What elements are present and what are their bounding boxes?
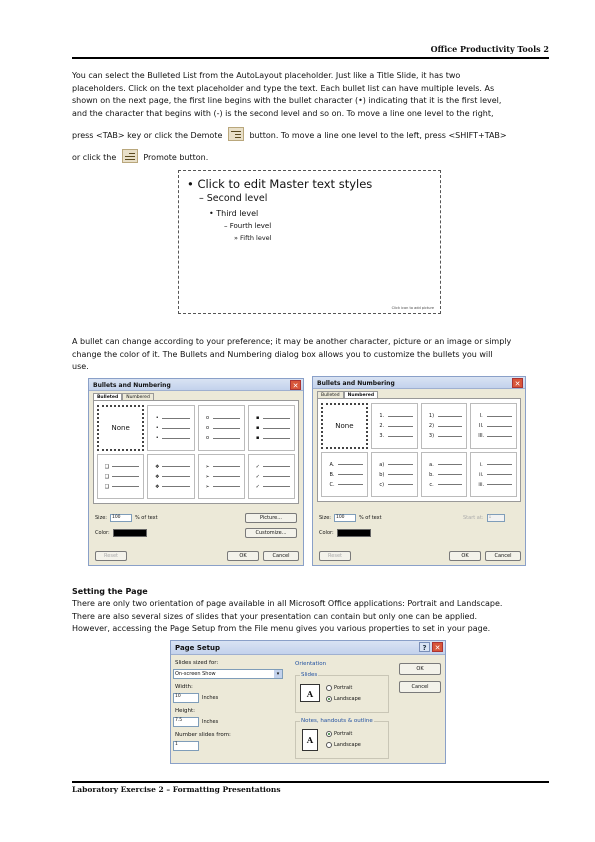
bullets-dialog (88, 378, 304, 566)
preview-line (213, 438, 240, 439)
size-unit: % of text (358, 515, 382, 521)
number-preview-line (376, 461, 413, 469)
master-level-1: • Click to edit Master text styles (187, 177, 373, 191)
preview-line (162, 418, 189, 419)
number-marker: III. (478, 433, 485, 439)
landscape-page-icon: A (300, 684, 320, 702)
bullet-preview-line (253, 473, 290, 481)
color-picker[interactable] (113, 529, 147, 537)
preview-line (388, 416, 413, 417)
dialog-title-bar (89, 379, 303, 391)
master-level-4: – Fourth level (224, 222, 272, 230)
preview-line (388, 436, 413, 437)
text-line (72, 149, 547, 165)
size-control (319, 514, 382, 522)
preview-line (112, 476, 139, 477)
text-line (72, 127, 547, 143)
numbering-style-option[interactable] (371, 403, 418, 449)
bullet-marker: o (205, 415, 210, 421)
numbering-style-option[interactable] (470, 403, 517, 449)
preview-line (438, 426, 463, 427)
dialog-title-bar (171, 641, 445, 655)
preview-line (438, 484, 463, 485)
text-fragment: Promote button. (143, 152, 209, 162)
width-input[interactable]: 10 (173, 693, 199, 703)
number-slides-from-input[interactable]: 1 (173, 741, 199, 751)
bullet-style-panel (93, 400, 299, 504)
numbering-style-option[interactable] (470, 452, 517, 498)
width-control (173, 693, 218, 703)
paragraph-setting-page (72, 598, 547, 636)
numbering-style-option[interactable] (421, 452, 468, 498)
text-line: However, accessing the Page Setup from the File menu gives you various properties to set in your page. (72, 624, 491, 634)
preview-line (112, 486, 139, 487)
bullet-preview-line (203, 463, 240, 471)
bullet-style-option[interactable] (198, 454, 245, 500)
number-preview-line (426, 432, 463, 440)
text-fragment: button. To move a line one level to the left, press <SHIFT+TAB> (249, 131, 507, 141)
running-footer: Laboratory Exercise 2 – Formatting Presentations (72, 785, 281, 794)
bullet-style-option[interactable] (147, 454, 194, 500)
bullet-marker: • (155, 435, 159, 441)
bullet-marker: ➢ (205, 473, 210, 480)
bullet-preview-line (152, 483, 189, 491)
reset-button[interactable]: Reset (95, 551, 127, 561)
preview-line (388, 474, 413, 475)
tab-numbered[interactable]: Numbered (122, 393, 154, 401)
text-line: and the character that begins with (-) is the second level and so on. To move a line one level to the right, (72, 108, 494, 118)
reset-button[interactable]: Reset (319, 551, 351, 561)
bullet-marker: ❖ (155, 463, 160, 470)
number-preview-line (376, 481, 413, 489)
number-marker: 2) (428, 423, 435, 429)
number-preview-line (376, 432, 413, 440)
preview-line (213, 466, 240, 467)
text-line: You can select the Bulleted List from the AutoLayout placeholder. Just like a Title Slide, it has two (72, 71, 461, 80)
bullet-marker: ✓ (255, 483, 260, 490)
number-preview-line (426, 461, 463, 469)
bullet-preview-line (253, 463, 290, 471)
number-preview-line (426, 471, 463, 479)
preview-line (388, 464, 413, 465)
bullet-preview-line (203, 473, 240, 481)
preview-line (263, 476, 290, 477)
color-picker[interactable] (337, 529, 371, 537)
size-input[interactable]: 100 (334, 514, 356, 522)
text-line: use. (72, 362, 89, 372)
ok-button[interactable]: OK (449, 551, 481, 561)
help-icon[interactable]: ? (419, 642, 430, 652)
number-marker: 3. (379, 433, 385, 439)
numbering-style-option[interactable] (321, 452, 368, 498)
ok-button[interactable]: OK (399, 663, 441, 675)
paragraph-bullet-change (72, 336, 547, 374)
number-preview-line (376, 471, 413, 479)
landscape-radio[interactable] (326, 742, 361, 748)
preview-line (338, 484, 363, 485)
preview-line (388, 426, 413, 427)
preview-line (263, 438, 290, 439)
promote-icon (122, 149, 138, 163)
size-input[interactable]: 100 (110, 514, 132, 522)
group-title: Notes, handouts & outline (301, 718, 373, 724)
landscape-radio[interactable] (326, 696, 361, 702)
color-label: Color: (95, 530, 110, 536)
bullet-marker: • (155, 425, 159, 431)
color-control (319, 529, 374, 537)
bullet-marker: ▪ (256, 425, 260, 431)
preview-line (263, 486, 290, 487)
tab-numbered[interactable]: Numbered (344, 391, 378, 399)
tab-bulleted[interactable]: Bulleted (93, 393, 122, 401)
bullet-preview-line (152, 463, 189, 471)
bullet-marker: ✓ (255, 463, 260, 470)
number-preview-line (426, 422, 463, 430)
bullet-style-option[interactable] (248, 405, 295, 451)
number-marker: 2. (379, 423, 385, 429)
preview-line (162, 438, 189, 439)
text-fragment: or click the (72, 152, 117, 162)
number-marker: i. (479, 461, 483, 468)
number-preview-line (475, 481, 512, 489)
radio-label: Portrait (334, 685, 353, 691)
bullet-preview-line (152, 424, 189, 432)
master-level-3: • Third level (209, 209, 259, 218)
preview-line (213, 428, 240, 429)
number-marker: II. (478, 423, 484, 429)
bullet-preview-line (203, 483, 240, 491)
text-line: shown on the next page, the first line begins with the bullet character (•) indicating that it is the first level, (72, 96, 502, 106)
bullet-marker: ❑ (104, 463, 110, 470)
number-preview-line (326, 481, 363, 489)
bullet-marker: ❖ (155, 473, 160, 480)
numbering-dialog (312, 376, 526, 566)
size-label: Size: (95, 515, 107, 521)
master-level-5: » Fifth level (234, 234, 272, 242)
number-marker: C. (329, 481, 335, 488)
bullet-marker: o (205, 425, 210, 431)
ok-button[interactable]: OK (227, 551, 259, 561)
start-at-input[interactable]: 1 (487, 514, 505, 522)
page-setup-dialog (170, 640, 446, 764)
bullet-style-option[interactable] (97, 454, 144, 500)
header-rule (72, 57, 549, 59)
portrait-page-icon: A (302, 729, 318, 751)
size-label: Size: (319, 515, 331, 521)
bullet-preview-line (152, 414, 189, 422)
number-marker: 1) (428, 413, 435, 419)
bullet-preview-line (102, 483, 139, 491)
preview-line (487, 416, 512, 417)
preview-line (112, 466, 139, 467)
preview-line (438, 464, 463, 465)
preview-line (213, 476, 240, 477)
preview-line (438, 416, 463, 417)
section-heading: Setting the Page (72, 587, 148, 596)
number-preview-line (376, 412, 413, 420)
number-preview-line (475, 422, 512, 430)
bullet-marker: o (205, 435, 210, 441)
height-input[interactable]: 7.5 (173, 717, 199, 727)
bullet-style-option[interactable] (248, 454, 295, 500)
bullet-marker: ➢ (205, 463, 210, 470)
number-preview-line (426, 481, 463, 489)
cancel-button[interactable]: Cancel (399, 681, 441, 693)
chevron-down-icon[interactable]: ▾ (274, 670, 282, 678)
number-marker: ii. (479, 471, 484, 478)
text-line: A bullet can change according to your preference; it may be another character, picture or an image or simply (72, 337, 512, 346)
radio-label: Portrait (334, 731, 353, 737)
start-at-control (463, 514, 508, 522)
radio-label: Landscape (334, 696, 361, 702)
preview-line (338, 464, 363, 465)
number-marker: B. (329, 471, 335, 478)
bullet-preview-line (253, 483, 290, 491)
bullet-preview-line (203, 434, 240, 442)
tab-bulleted[interactable]: Bulleted (317, 391, 344, 399)
preview-line (162, 486, 189, 487)
bullet-style-option[interactable] (97, 405, 144, 451)
picture-button[interactable]: Picture... (245, 513, 297, 523)
bullet-style-grid (97, 405, 295, 499)
number-preview-line (326, 461, 363, 469)
number-marker: a) (379, 461, 385, 468)
slides-sized-for-label: Slides sized for: (175, 660, 219, 666)
number-preview-line (326, 471, 363, 479)
bullet-preview-line (102, 473, 139, 481)
bullet-marker: ❑ (104, 473, 110, 480)
height-unit: Inches (202, 719, 219, 725)
preview-line (263, 428, 290, 429)
slides-orientation-group (295, 672, 389, 713)
number-marker: b. (429, 471, 434, 478)
close-icon[interactable]: ✕ (512, 378, 523, 388)
preview-line (338, 474, 363, 475)
none-label: None (335, 421, 354, 430)
number-marker: 3) (428, 433, 435, 439)
notes-orientation-group (295, 718, 389, 759)
number-preview-line (376, 422, 413, 430)
preview-line (213, 486, 240, 487)
number-preview-line (475, 412, 512, 420)
preview-line (438, 436, 463, 437)
bullet-marker: ➢ (205, 483, 210, 490)
master-level-2: – Second level (199, 193, 268, 204)
preview-line (162, 466, 189, 467)
bullet-style-option[interactable] (147, 405, 194, 451)
bullet-preview-line (203, 424, 240, 432)
numbering-style-option[interactable] (371, 452, 418, 498)
master-text-placeholder (178, 170, 441, 314)
text-line: placeholders. Click on the text placeholder and type the text. Each bullet list can have multiple levels. As (72, 83, 495, 93)
text-line: There are also several sizes of slides that your presentation can contain but only one can be applied. (72, 611, 478, 621)
number-marker: b) (379, 471, 385, 478)
group-title: Slides (301, 672, 318, 678)
preview-line (487, 436, 512, 437)
width-label: Width: (175, 684, 193, 690)
size-unit: % of text (134, 515, 158, 521)
bullet-preview-line (102, 463, 139, 471)
slides-sized-for-value: On-screen Show (175, 671, 216, 677)
preview-line (263, 466, 290, 467)
bullet-preview-line (253, 414, 290, 422)
height-label: Height: (175, 708, 196, 714)
cancel-button[interactable]: Cancel (485, 551, 521, 561)
number-slides-from-label: Number slides from: (175, 732, 231, 738)
preview-line (487, 464, 512, 465)
text-line: There are only two orientation of page available in all Microsoft Office applications: Portrait and Landscape. (72, 599, 503, 608)
portrait-radio[interactable] (326, 685, 352, 691)
number-marker: 1. (379, 413, 385, 419)
preview-line (388, 484, 413, 485)
preview-line (162, 476, 189, 477)
cancel-button[interactable]: Cancel (263, 551, 299, 561)
bullet-preview-line (253, 434, 290, 442)
bullet-marker: ❖ (155, 483, 160, 490)
dialog-title: Bullets and Numbering (317, 380, 395, 387)
numbering-style-option[interactable] (321, 403, 368, 449)
dialog-title: Bullets and Numbering (93, 382, 171, 389)
footer-rule (72, 781, 549, 783)
bullet-marker: ▪ (256, 415, 260, 421)
number-marker: c. (429, 481, 434, 488)
close-icon[interactable]: ✕ (290, 380, 301, 390)
preview-line (487, 484, 512, 485)
text-line: change the color of it. The Bullets and Numbering dialog box allows you to customize the bullets you will (72, 349, 493, 359)
number-marker: I. (479, 413, 483, 419)
preview-line (487, 426, 512, 427)
orientation-label: Orientation (295, 661, 327, 667)
radio-label: Landscape (334, 742, 361, 748)
number-marker: iii. (478, 481, 485, 488)
preview-line (438, 474, 463, 475)
bullet-preview-line (152, 473, 189, 481)
number-preview-line (475, 471, 512, 479)
dialog-title: Page Setup (175, 644, 220, 652)
start-at-label: Start at: (463, 515, 484, 521)
preview-line (487, 474, 512, 475)
bullet-preview-line (203, 414, 240, 422)
height-control (173, 717, 218, 727)
text-fragment: press <TAB> key or click the Demote (72, 131, 223, 141)
number-marker: a. (429, 461, 434, 468)
number-marker: c) (379, 481, 385, 488)
color-label: Color: (319, 530, 334, 536)
preview-line (263, 418, 290, 419)
bullet-preview-line (253, 424, 290, 432)
number-preview-line (426, 412, 463, 420)
numbering-style-option[interactable] (421, 403, 468, 449)
bullet-marker: ❑ (104, 483, 110, 490)
bullet-marker: ✓ (255, 473, 260, 480)
width-unit: Inches (202, 695, 219, 701)
numbering-style-grid (321, 403, 517, 497)
bullet-preview-line (152, 434, 189, 442)
running-header: Office Productivity Tools 2 (430, 44, 549, 54)
number-preview-line (475, 432, 512, 440)
bullet-style-option[interactable] (198, 405, 245, 451)
slides-sized-for-select[interactable] (173, 669, 283, 679)
none-label: None (111, 423, 130, 432)
portrait-radio[interactable] (326, 731, 352, 737)
master-footer-note: Click icon to add picture (391, 306, 434, 310)
color-control (95, 529, 150, 537)
bullet-marker: • (155, 415, 159, 421)
size-control (95, 514, 158, 522)
dialog-title-bar (313, 377, 525, 389)
close-icon[interactable]: ✕ (432, 642, 443, 652)
number-marker: A. (329, 461, 335, 468)
paragraph-bulleted-list (72, 70, 547, 165)
demote-icon (228, 127, 244, 141)
customize-button[interactable]: Customize... (245, 528, 297, 538)
bullet-marker: ▪ (256, 435, 260, 441)
preview-line (213, 418, 240, 419)
preview-line (162, 428, 189, 429)
number-preview-line (475, 461, 512, 469)
numbering-style-panel (317, 398, 521, 502)
